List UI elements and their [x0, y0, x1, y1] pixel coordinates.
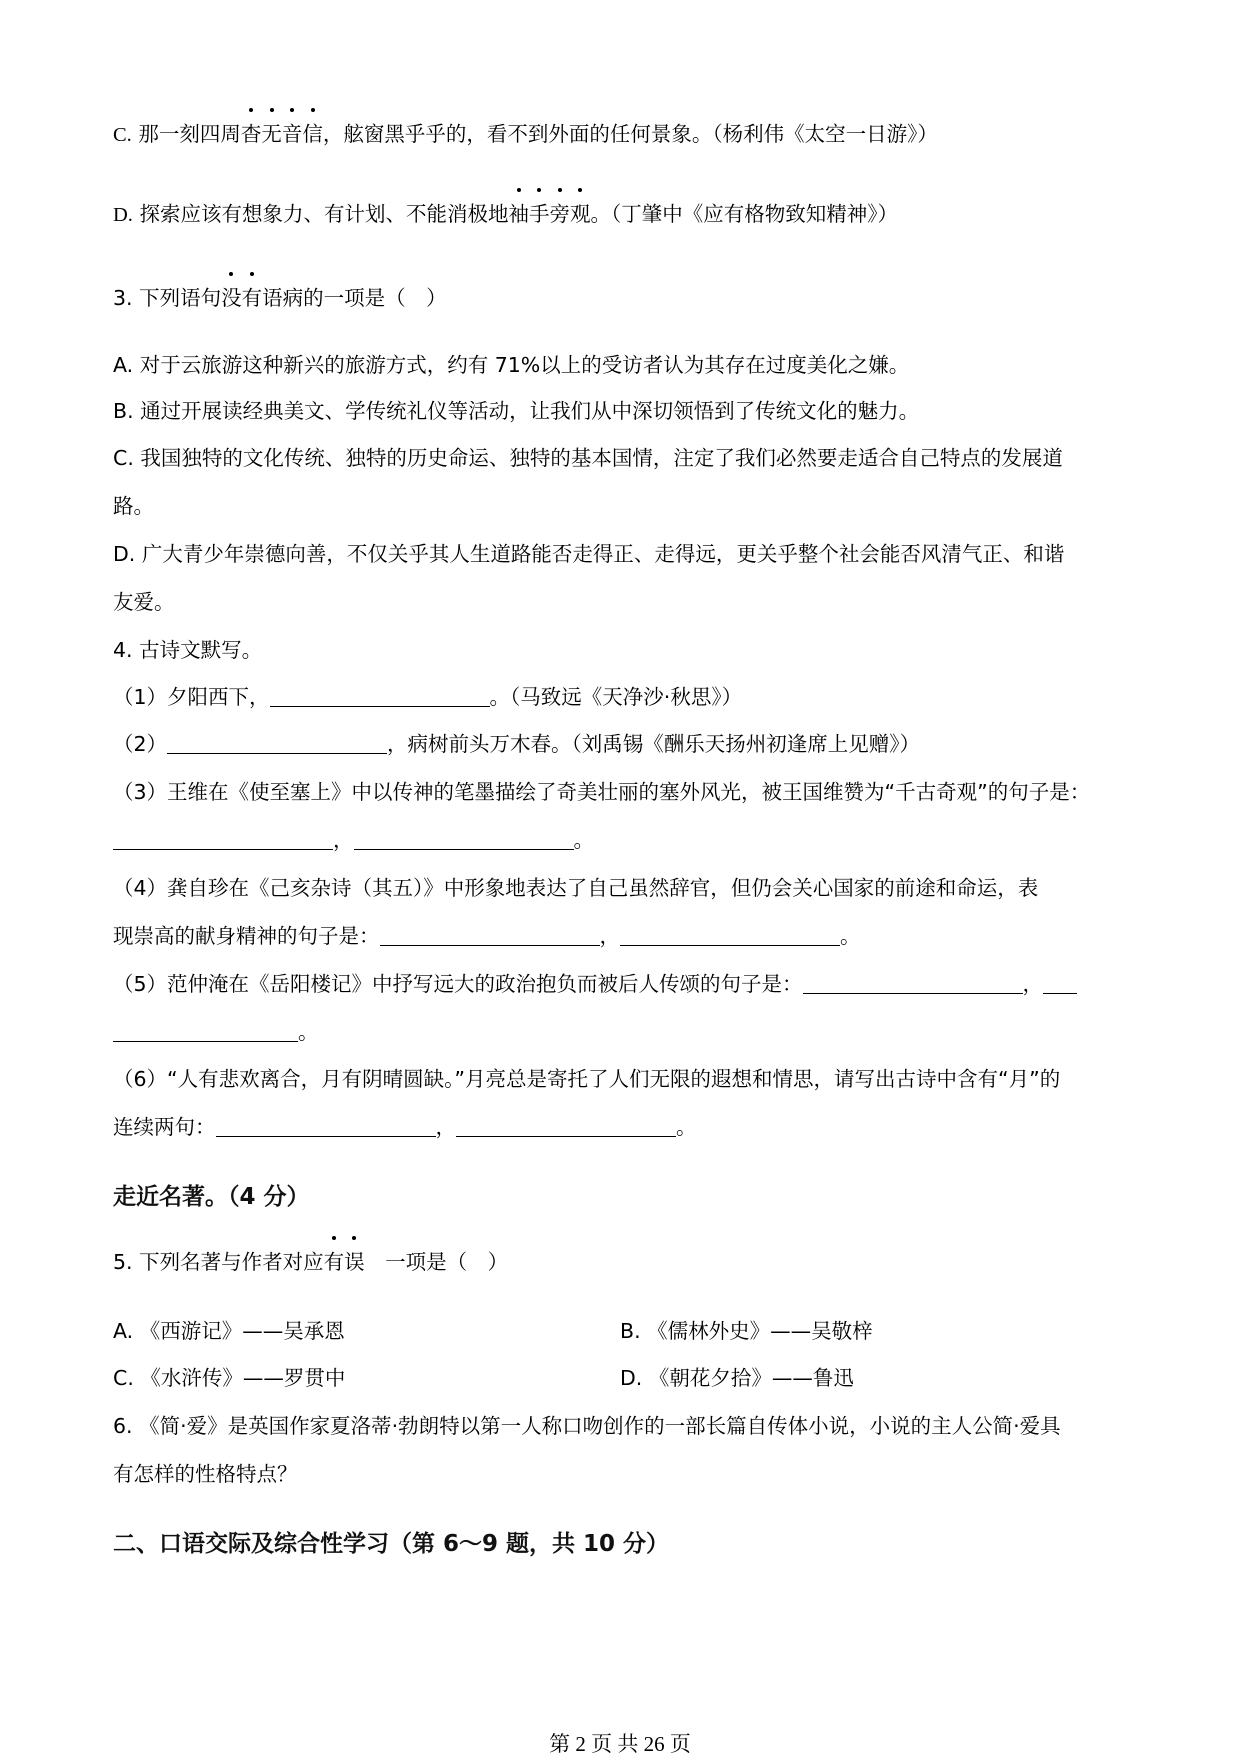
- section-heading-oral: 二、口语交际及综合性学习（第 6～9 题，共 10 分）: [113, 1531, 670, 1557]
- section-heading-classics: 走近名著。（4 分）: [113, 1184, 310, 1210]
- answer-blank[interactable]: [113, 1040, 298, 1042]
- q3-option-a: A. 对于云旅游这种新兴的旅游方式，约有 71%以上的受访者认为其存在过度美化之嫌。: [113, 353, 910, 377]
- q4-part5-line1: （5）范仲淹在《岳阳楼记》中抒写远大的政治抱负而被后人传颂的句子是： ，: [113, 974, 1077, 995]
- answer-blank[interactable]: [354, 848, 574, 850]
- emphasis-dots: [508, 188, 590, 192]
- q4-part1: （1）夕阳西下， 。（马致远《天净沙·秋思》）: [113, 685, 743, 709]
- q4-part2: （2） ，病树前头万木春。（刘禹锡《酬乐天扬州初逢席上见赠》）: [113, 732, 921, 756]
- answer-blank[interactable]: [620, 944, 840, 946]
- q5-option-b: B. 《儒林外史》——吴敬梓: [620, 1319, 873, 1343]
- q3-option-d-line1: D. 广大青少年崇德向善，不仅关乎其人生道路能否走得正、走得远，更关乎整个社会能否风清气正、和谐: [113, 542, 1065, 566]
- emphasis-dotted: 杳无音信: [241, 124, 323, 145]
- q6-line1: 6. 《简·爱》是英国作家夏洛蒂·勃朗特以第一人称口吻创作的一部长篇自传体小说，小说的主人公简·爱具: [113, 1414, 1061, 1438]
- q5-option-a: A. 《西游记》——吴承恩: [113, 1319, 345, 1343]
- emphasis-dotted: 没有: [221, 288, 262, 309]
- q6-line2: 有怎样的性格特点？: [113, 1462, 298, 1486]
- answer-blank[interactable]: [803, 992, 1023, 994]
- emphasis-dotted: 袖手旁观: [508, 204, 590, 225]
- q2-option-c: C. 那一刻四周 杳无音信，舷窗黑乎乎的，看不到外面的任何景象。（杨利伟《太空一日游》）: [113, 124, 938, 146]
- answer-blank[interactable]: [456, 1135, 676, 1137]
- q3-stem: 3. 下列语句 没有语病的一项是（ ）: [113, 288, 447, 309]
- q3-option-c-line1: C. 我国独特的文化传统、独特的历史命运、独特的基本国情，注定了我们必然要走适合自己特点的发展道: [113, 446, 1063, 470]
- q4-part4-line1: （4）龚自珍在《己亥杂诗（其五）》中形象地表达了自己虽然辞官，但仍会关心国家的前途和命运，表: [113, 876, 1039, 900]
- emphasis-dots: [241, 108, 323, 112]
- answer-blank[interactable]: [113, 848, 333, 850]
- q4-part6-line1: （6）“人有悲欢离合，月有阴晴圆缺。”月亮总是寄托了人们无限的遐想和情思，请写出古诗中含有“月”的: [113, 1067, 1061, 1091]
- answer-blank[interactable]: [216, 1135, 436, 1137]
- q4-part4-line2: 现崇高的献身精神的句子是： ， 。: [113, 924, 861, 948]
- q4-part6-line2: 连续两句： ， 。: [113, 1115, 697, 1139]
- q5-stem: 5. 下列名著与作者对应 有误 一项是（ ）: [113, 1252, 508, 1273]
- q5-option-d: D. 《朝花夕拾》——鲁迅: [620, 1366, 854, 1390]
- q4-part5-line2: 。: [113, 1022, 319, 1043]
- emphasis-dots: [324, 1236, 365, 1240]
- q4-part3: （3）王维在《使至塞上》中以传神的笔墨描绘了奇美壮丽的塞外风光，被王国维赞为“千古奇观”的句子是：: [113, 780, 1091, 804]
- q5-option-c: C. 《水浒传》——罗贯中: [113, 1366, 346, 1390]
- q4-stem: 4. 古诗文默写。: [113, 638, 263, 662]
- q3-option-b: B. 通过开展读经典美文、学传统礼仪等活动，让我们从中深切领悟到了传统文化的魅力。: [113, 399, 920, 423]
- answer-blank[interactable]: [380, 944, 600, 946]
- q4-part3-answers: ， 。: [113, 830, 594, 851]
- answer-blank[interactable]: [270, 705, 490, 707]
- answer-blank[interactable]: [1043, 992, 1077, 994]
- q3-option-d-line2: 友爱。: [113, 590, 175, 614]
- answer-blank[interactable]: [167, 752, 387, 754]
- q3-option-c-line2: 路。: [113, 494, 154, 518]
- emphasis-dotted: 有误: [324, 1252, 365, 1273]
- page-footer: 第 2 页 共 26 页: [549, 1732, 691, 1756]
- q2-option-d: D. 探索应该有想象力、有计划、不能消极地 袖手旁观。（丁肇中《应有格物致知精神》）: [113, 204, 898, 226]
- emphasis-dots: [221, 272, 262, 276]
